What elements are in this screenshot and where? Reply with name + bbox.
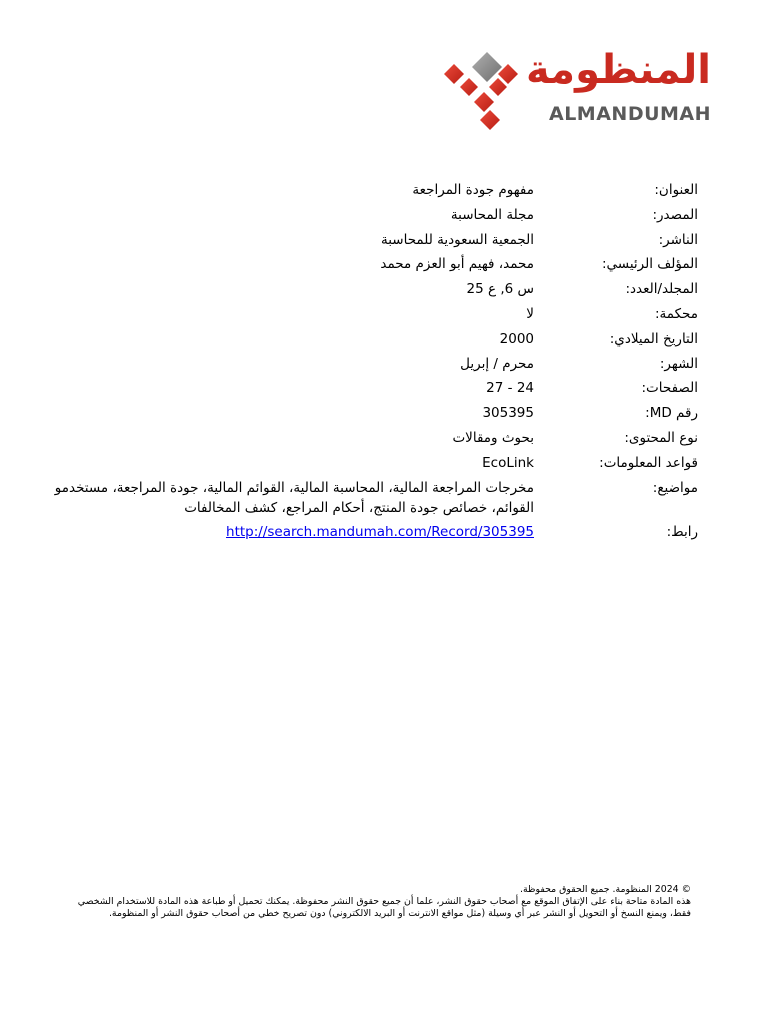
almandumah-logo [440,47,715,130]
field-value: مجلة المحاسبة [450,206,534,223]
field-label: محكمة: [655,305,698,322]
field-label: المصدر: [652,206,698,223]
field-label: مواضيع: [652,479,698,496]
field-value: محرم / إبريل [460,355,534,372]
logo-latin-text: ALMANDUMAH [549,103,712,125]
record-row-md-number [40,403,698,423]
record-link[interactable]: http://search.mandumah.com/Record/305395 [226,524,534,541]
field-value: محمد، فهيم أبو العزم محمد [380,256,534,273]
record-details [40,180,698,547]
field-label: رقم MD: [645,405,698,422]
field-value: لا [526,305,534,322]
record-row-publisher [40,230,698,250]
field-label: الناشر: [658,231,698,248]
field-label: الشهر: [659,355,698,372]
record-row-pages [40,378,698,398]
usage-notice: هذه المادة متاحة بناء على الإتفاق الموقع مع أصحاب حقوق النشر، علما أن جميع حقوق النشر محفوظة. يمكنك تحميل أو طباعة هذه المادة للاستخدام الشخصي فقط، ويمنع النسخ أو التحويل أو النشر عبر أي وسيلة (مثل مواقع الانترنت أو البريد الالكتروني) دون تصريح خطي من أصحاب حقوق النشر أو المنظومة. [77,896,691,920]
record-row-subjects [40,478,698,518]
copyright-line: © 2024 المنظومة. جميع الحقوق محفوظة. [520,884,691,895]
field-value [40,522,534,542]
record-row-author [40,254,698,274]
logo-arabic-text: المنظومة [526,47,711,93]
field-label: نوع المحتوى: [624,429,698,446]
field-value: 305395 [482,405,534,422]
record-row-content-type [40,428,698,448]
diamond-logo-icon [440,50,540,130]
field-value: بحوث ومقالات [452,429,534,446]
record-row-source [40,205,698,225]
field-value: س 6, ع 25 [466,281,534,298]
field-label: المؤلف الرئيسي: [601,256,698,273]
copyright-footer [54,884,691,921]
field-value: مفهوم جودة المراجعة [412,182,534,198]
field-value: 24 - 27 [486,380,534,397]
field-label: رابط: [666,524,698,541]
record-row-month [40,354,698,374]
field-value: 2000 [499,330,534,347]
field-value: EcoLink [482,454,534,471]
field-label: قواعد المعلومات: [599,454,698,471]
field-label: الصفحات: [641,380,698,397]
record-row-volume-issue [40,279,698,299]
record-row-title [40,180,698,200]
field-label: المجلد/العدد: [625,281,698,298]
field-label: العنوان: [654,182,698,198]
field-value: الجمعية السعودية للمحاسبة [380,231,534,248]
record-row-link [40,522,698,542]
record-row-year [40,329,698,349]
record-row-peer-reviewed [40,304,698,324]
field-value: مخرجات المراجعة المالية، المحاسبة المالية، القوائم المالية، جودة المراجعة، مستخدمو القوائم، خصائص جودة المنتج، أحكام المراجع، كشف المخالفات [54,479,534,516]
field-label: التاريخ الميلادي: [609,330,698,347]
record-row-databases [40,453,698,473]
